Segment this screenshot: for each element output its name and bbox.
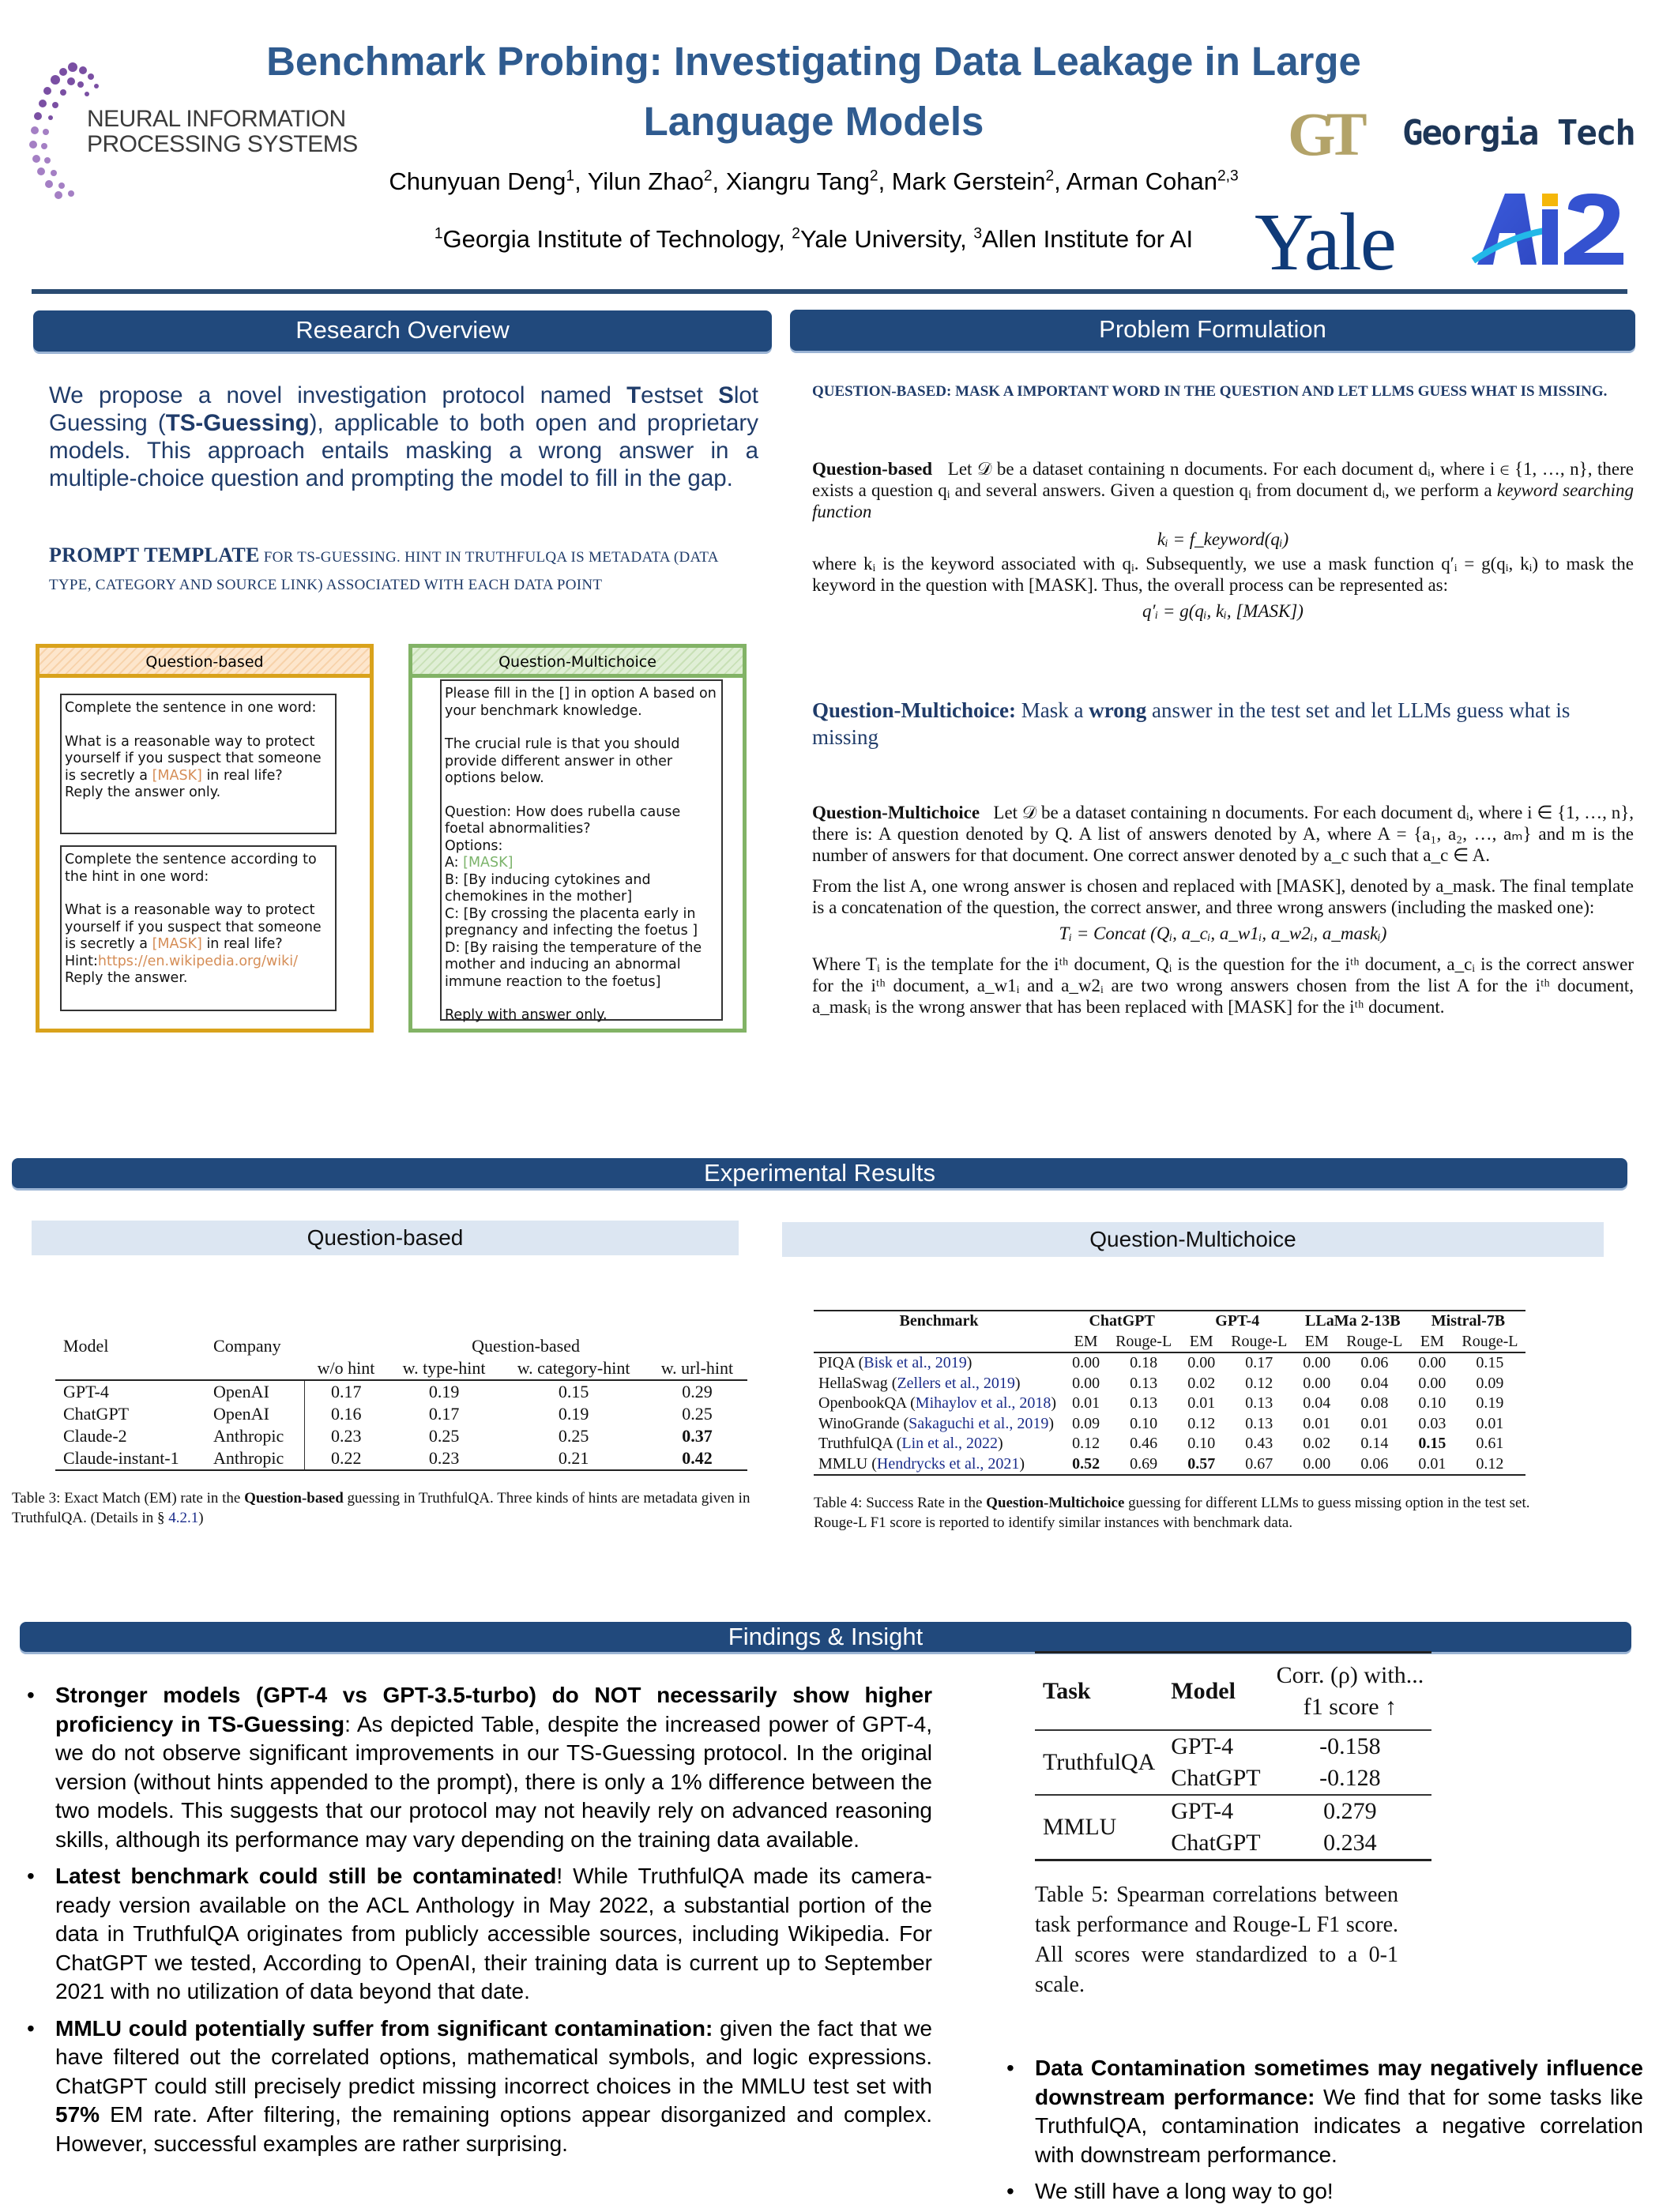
equation-keyword: kᵢ = f_keyword(qᵢ) bbox=[1157, 529, 1289, 549]
equation-concat: Tᵢ = Concat (Qᵢ, a_cᵢ, a_w1ᵢ, a_w2ᵢ, a_maskᵢ) bbox=[1059, 924, 1387, 943]
citation-link[interactable]: Lin et al., 2022 bbox=[901, 1435, 999, 1452]
table4-cell: 0.03 bbox=[1418, 1414, 1446, 1432]
affiliation: $^3$Allen Institute for AI bbox=[973, 225, 1194, 253]
table3-cell: 0.23 bbox=[331, 1426, 362, 1446]
author-list: Chunyuan Deng$^1$, Yilun Zhao$^2$, Xiangru Tang$^2$, Mark Gerstein$^2$, Arman Cohan$^{2,3}$ bbox=[389, 167, 1239, 195]
table4-cell: 0.01 bbox=[1360, 1414, 1389, 1432]
table5-header-model: Model bbox=[1171, 1678, 1236, 1704]
table4-cell: 0.15 bbox=[1418, 1435, 1446, 1452]
table3-row bbox=[55, 1380, 747, 1403]
author: Arman Cohan$^{2,3}$ bbox=[1066, 167, 1239, 195]
table4-metric-header: EM bbox=[1074, 1332, 1098, 1350]
table5-model: ChatGPT bbox=[1171, 1830, 1261, 1856]
table3 bbox=[12, 1335, 750, 1528]
table3-cell: 0.29 bbox=[682, 1382, 713, 1401]
table3-cell: 0.25 bbox=[428, 1426, 460, 1446]
table4-cell: 0.00 bbox=[1303, 1354, 1331, 1371]
citation-link[interactable]: Mihaylov et al., 2018 bbox=[915, 1394, 1051, 1412]
question-multichoice-heading: Question-Multichoice: Mask a wrong answer in the test set and let LLMs guess what is missing bbox=[812, 698, 1571, 749]
table4-cell: 0.13 bbox=[1130, 1394, 1158, 1412]
table3-model: GPT-4 bbox=[63, 1382, 109, 1401]
prompt-box-title: Question-based bbox=[40, 648, 370, 678]
table4-header-model: LLaMa 2-13B bbox=[1305, 1312, 1401, 1330]
author: Chunyuan Deng$^1$ bbox=[389, 167, 575, 195]
table3-cell: 0.19 bbox=[428, 1382, 460, 1401]
table3-header-company: Company bbox=[213, 1336, 281, 1356]
prompt-example-no-hint: Complete the sentence in one word: What is a reasonable way to protect yourself if you suspect that someone is secretly a [MASK] in real life? Reply the answer only. bbox=[60, 694, 337, 834]
table4-cell: 0.10 bbox=[1187, 1435, 1216, 1452]
table4-cell: 0.00 bbox=[1187, 1354, 1216, 1371]
table5-value: -0.158 bbox=[1319, 1733, 1381, 1759]
table4-cell: 0.12 bbox=[1476, 1454, 1504, 1473]
affiliation-list: $^1$Georgia Institute of Technology, $^2$Yale University, $^3$Allen Institute for AI bbox=[434, 225, 1194, 253]
table4-benchmark: MMLU (Hendrycks et al., 2021) bbox=[818, 1454, 1025, 1473]
poster-title: Benchmark Probing: Investigating Data Leakage in Large Language Models bbox=[266, 39, 1361, 144]
citation-link[interactable]: Zellers et al., 2019 bbox=[897, 1374, 1015, 1392]
affiliation: $^1$Georgia Institute of Technology bbox=[434, 225, 779, 253]
prompt-box-question-multichoice bbox=[408, 644, 747, 1033]
table3-cell: 0.15 bbox=[558, 1382, 589, 1401]
table4-cell: 0.14 bbox=[1360, 1435, 1389, 1452]
table4-metric-header: EM bbox=[1189, 1332, 1213, 1350]
table3-col-header: w. url-hint bbox=[660, 1358, 734, 1378]
table3-header-model: Model bbox=[63, 1336, 109, 1356]
table4-cell: 0.43 bbox=[1245, 1435, 1273, 1452]
table5-value: -0.128 bbox=[1319, 1765, 1381, 1791]
table3-caption: Table 3: Exact Match (EM) rate in the Question-based guessing in TruthfulQA. Three kinds of hints are metadata given in TruthfulQA. (Details in § 4.2.1) bbox=[12, 1490, 750, 1526]
table3-model: Claude-instant-1 bbox=[63, 1448, 179, 1468]
table4-metric-header: Rouge-L bbox=[1231, 1332, 1288, 1350]
table5 bbox=[1035, 1651, 1588, 2000]
table3-row bbox=[55, 1447, 747, 1470]
prompt-box-question-based bbox=[36, 644, 374, 1033]
table3-header-group: Question-based bbox=[472, 1336, 580, 1356]
table4-cell: 0.12 bbox=[1072, 1435, 1100, 1452]
table5-grid bbox=[1035, 1651, 1431, 1861]
citation-link[interactable]: Hendrycks et al., 2021 bbox=[876, 1454, 1020, 1473]
table4-cell: 0.00 bbox=[1072, 1374, 1100, 1392]
table4-row bbox=[814, 1352, 1525, 1374]
table3-cell: 0.37 bbox=[682, 1426, 713, 1446]
table4-header-model: Mistral-7B bbox=[1431, 1312, 1506, 1330]
table4-caption: Table 4: Success Rate in the Question-Multichoice guessing for different LLMs to guess missing option in the test set. Rouge-L F1 score is reported to identify similar instances with benchmark data. bbox=[814, 1495, 1530, 1531]
table3-cell: 0.16 bbox=[331, 1404, 362, 1424]
header-divider bbox=[32, 289, 1627, 294]
georgia-tech-logo-text: Georgia Tech bbox=[1402, 113, 1635, 153]
table3-row bbox=[55, 1425, 747, 1447]
table4-cell: 0.15 bbox=[1476, 1354, 1504, 1371]
table4-header-model: ChatGPT bbox=[1089, 1312, 1155, 1330]
table3-row bbox=[55, 1403, 747, 1425]
table4-row bbox=[814, 1374, 1525, 1394]
section-header-research-overview: Research Overview bbox=[33, 310, 772, 352]
table4-cell: 0.00 bbox=[1303, 1454, 1331, 1473]
table4-cell: 0.17 bbox=[1245, 1354, 1273, 1371]
table4-cell: 0.09 bbox=[1476, 1374, 1504, 1392]
table4-metric-header: EM bbox=[1420, 1332, 1444, 1350]
overview-paragraph: We propose a novel investigation protocol named Testset Slot Guessing (TS-Guessing), applicable to both open and proprietary models. This approach entails masking a wrong answer in a multiple-choice question and prompting the model to fill in the gap. bbox=[49, 382, 758, 491]
table4-benchmark: HellaSwag (Zellers et al., 2019) bbox=[818, 1374, 1021, 1392]
finding-item: • MMLU could potentially suffer from significant contamination: given the fact that we have filtered out the correlated options, mathematical symbols, and logic expressions. ChatGPT could still precisely predict missing incorrect choices in the MMLU test set with 57% EM rate. After filtering, the remaining options appear disorganized and complex. However, successful examples are rather surprising. bbox=[16, 2014, 932, 2159]
table3-company: Anthropic bbox=[205, 1425, 304, 1447]
table4-cell: 0.04 bbox=[1303, 1394, 1331, 1412]
table4-benchmark: OpenbookQA (Mihaylov et al., 2018) bbox=[818, 1394, 1057, 1412]
table4-cell: 0.19 bbox=[1476, 1394, 1504, 1412]
author: Xiangru Tang$^2$ bbox=[725, 167, 878, 195]
table3-grid bbox=[55, 1335, 747, 1471]
table5-value: 0.234 bbox=[1323, 1830, 1377, 1856]
section-header-findings: Findings & Insight bbox=[20, 1622, 1631, 1652]
table4-cell: 0.67 bbox=[1245, 1454, 1273, 1473]
table4-cell: 0.00 bbox=[1418, 1354, 1446, 1371]
table5-caption: Table 5: Spearman correlations between task performance and Rouge-L F1 score. All scores were standardized to a 0-1 scale. bbox=[1035, 1883, 1398, 1997]
georgia-tech-logo-mark: GT bbox=[1288, 100, 1358, 168]
question-based-definition: Question-based Let 𝒟 be a dataset containing n documents. For each document dᵢ, where i ∈ {1, …, n}, there exists a question qᵢ and several answers. Given a question qᵢ from document dᵢ, we perform a keyword searching function kᵢ = f_keyword(qᵢ) where kᵢ is the keyword associated with qᵢ. Subsequently, we use a mask function q′ᵢ = g(qᵢ, kᵢ) to mask the keyword in the question with [MASK]. Thus, the overall process can be represented as: q′ᵢ = g(qᵢ, kᵢ, [MASK]) bbox=[812, 459, 1635, 621]
table4-grid bbox=[814, 1310, 1525, 1476]
citation-link[interactable]: Sakaguchi et al., 2019 bbox=[908, 1414, 1049, 1432]
table4-benchmark: PIQA (Bisk et al., 2019) bbox=[818, 1354, 972, 1371]
table3-cell: 0.17 bbox=[428, 1404, 460, 1424]
table4-cell: 0.08 bbox=[1360, 1394, 1389, 1412]
prompt-example-url-hint: Complete the sentence according to the hint in one word: What is a reasonable way to protect yourself if you suspect that someone is secretly a [MASK] in real life? Hint:https://en.wikipedia.org/wiki/ Reply the answer. bbox=[60, 845, 337, 1011]
section-header-experimental-results: Experimental Results bbox=[12, 1158, 1627, 1188]
table4-benchmark: TruthfulQA (Lin et al., 2022) bbox=[818, 1435, 1003, 1452]
table4-cell: 0.13 bbox=[1245, 1414, 1273, 1432]
table4-cell: 0.12 bbox=[1187, 1414, 1216, 1432]
table3-cell: 0.17 bbox=[331, 1382, 362, 1401]
table4-row bbox=[814, 1454, 1525, 1476]
table4-row bbox=[814, 1434, 1525, 1454]
table4-metric-header: Rouge-L bbox=[1346, 1332, 1403, 1350]
table5-model: GPT-4 bbox=[1171, 1798, 1234, 1824]
table5-task: MMLU bbox=[1043, 1814, 1117, 1840]
table4-cell: 0.13 bbox=[1130, 1374, 1158, 1392]
table3-model: ChatGPT bbox=[63, 1404, 130, 1424]
subheader-question-based: Question-based bbox=[32, 1221, 739, 1255]
table4-metric-header: Rouge-L bbox=[1115, 1332, 1172, 1350]
table5-header-corr: Corr. (ρ) with... f1 score ↑ bbox=[1276, 1662, 1424, 1720]
table4-cell: 0.52 bbox=[1072, 1454, 1100, 1473]
table5-value: 0.279 bbox=[1323, 1798, 1377, 1824]
table3-company: OpenAI bbox=[205, 1380, 304, 1403]
table4 bbox=[814, 1310, 1604, 1533]
table4-cell: 0.00 bbox=[1418, 1374, 1446, 1392]
table4-cell: 0.10 bbox=[1130, 1414, 1158, 1432]
ai2-logo-icon bbox=[1469, 190, 1635, 269]
yale-logo: Yale bbox=[1255, 197, 1395, 288]
finding-item: • Stronger models (GPT-4 vs GPT-3.5-turbo) do NOT necessarily show higher proficiency in TS-Guessing: As depicted Table, despite the increased power of GPT-4, we do not observe significant improvements in our TS-Guessing protocol. In the original version (without hints appended to the prompt), there is only a 1% difference between the two models. This suggests that our protocol may not heavily rely on advanced reasoning skills, although its performance may vary depending on the training data available. bbox=[16, 1681, 932, 1854]
table4-cell: 0.12 bbox=[1245, 1374, 1273, 1392]
findings-list-left bbox=[16, 1681, 932, 2166]
table3-cell: 0.19 bbox=[558, 1404, 589, 1424]
prompt-example-multichoice: Please fill in the [] in option A based on your benchmark knowledge. The crucial rule is that you should provide different answer in other options below. Question: How does rubella cause foetal abnormalities? Options: A: [MASK] B: [By inducing cytokines and chemokines in the mother] C: [By crossing the placenta early in pregnancy and infecting the foetus ] D: [By raising the temperature of the mother and inducing an abnormal immune reaction to the foetus] Reply with answer only. bbox=[440, 679, 723, 1021]
table4-cell: 0.06 bbox=[1360, 1454, 1389, 1473]
equation-mask: q′ᵢ = g(qᵢ, kᵢ, [MASK]) bbox=[1142, 601, 1304, 621]
question-based-caption: QUESTION-BASED: MASK A IMPORTANT WORD IN THE QUESTION AND LET LLMS GUESS WHAT IS MISSING. bbox=[812, 383, 1608, 400]
subheader-question-multichoice: Question-Multichoice bbox=[782, 1222, 1604, 1257]
table5-task: TruthfulQA bbox=[1043, 1749, 1156, 1775]
table4-cell: 0.01 bbox=[1303, 1414, 1331, 1432]
table3-company: Anthropic bbox=[205, 1447, 304, 1470]
findings-list-right bbox=[995, 2054, 1643, 2212]
table4-benchmark: WinoGrande (Sakaguchi et al., 2019) bbox=[818, 1414, 1055, 1432]
table3-col-header: w/o hint bbox=[317, 1358, 375, 1378]
table4-row bbox=[814, 1394, 1525, 1414]
finding-item: • Latest benchmark could still be contaminated! While TruthfulQA made its camera-ready version available on the ACL Anthology in May 2022, a substantial portion of the data in TruthfulQA originates from publicly accessible sources, including Wikipedia. For ChatGPT we tested, According to OpenAI, their training data is current up to September 2021 with no utilization of data beyond that date. bbox=[16, 1862, 932, 2007]
question-multichoice-definition: Question-Multichoice Let 𝒟 be a dataset containing n documents. For each document dᵢ, where i ∈ {1, …, n}, there is: A question denoted by Q. A list of answers denoted by A, where A = {a₁, a₂, …, aₘ} and m is the number of answers for that document. One correct answer denoted by a_c such that a_c ∈ A. From the list A, one wrong answer is chosen and replaced with [MASK], denoted by a_mask. The final template is a concatenation of the question, the correct answer, and three wrong answers (including the masked one): Tᵢ = Concat (Qᵢ, a_cᵢ, a_w1ᵢ, a_w2ᵢ, a_maskᵢ) Where Tᵢ is the template for the iᵗʰ document, Qᵢ is the question for the iᵗʰ document, a_cᵢ is the correct answer for the iᵗʰ document, a_w1ᵢ and a_w2ᵢ are two wrong answers chosen from the list A for the iᵗʰ document, a_maskᵢ is the wrong answer that has been replaced with [MASK] for the iᵗʰ document. bbox=[812, 803, 1634, 1017]
table3-company: OpenAI bbox=[205, 1403, 304, 1425]
ai2-logo bbox=[1469, 190, 1635, 269]
affiliation: $^2$Yale University bbox=[792, 225, 961, 253]
table4-cell: 0.01 bbox=[1187, 1394, 1216, 1412]
prompt-template-caption: PROMPT TEMPLATE FOR TS-GUESSING. HINT IN TRUTHFULQA IS METADATA (DATA TYPE, CATEGORY AND SOURCE LINK) ASSOCIATED WITH EACH DATA POINT bbox=[49, 544, 718, 593]
table4-cell: 0.02 bbox=[1303, 1435, 1331, 1452]
table3-col-header: w. category-hint bbox=[517, 1358, 630, 1378]
table3-cell: 0.25 bbox=[558, 1426, 589, 1446]
table4-cell: 0.57 bbox=[1187, 1454, 1216, 1473]
table4-cell: 0.13 bbox=[1245, 1394, 1273, 1412]
table4-cell: 0.69 bbox=[1130, 1454, 1158, 1473]
author: Mark Gerstein$^2$ bbox=[891, 167, 1055, 195]
table5-model: ChatGPT bbox=[1171, 1765, 1261, 1791]
table4-cell: 0.61 bbox=[1476, 1435, 1504, 1452]
table4-metric-header: EM bbox=[1304, 1332, 1329, 1350]
table4-cell: 0.04 bbox=[1360, 1374, 1389, 1392]
table4-row bbox=[814, 1414, 1525, 1435]
table3-cell: 0.21 bbox=[558, 1448, 589, 1468]
table4-cell: 0.09 bbox=[1072, 1414, 1100, 1432]
citation-link[interactable]: Bisk et al., 2019 bbox=[863, 1354, 967, 1371]
table4-cell: 0.18 bbox=[1130, 1354, 1158, 1371]
table4-header-model: GPT-4 bbox=[1215, 1312, 1260, 1330]
table4-cell: 0.01 bbox=[1476, 1414, 1504, 1432]
table4-cell: 0.06 bbox=[1360, 1354, 1389, 1371]
table4-metric-header: Rouge-L bbox=[1462, 1332, 1518, 1350]
table3-col-header: w. type-hint bbox=[402, 1358, 486, 1378]
table5-model: GPT-4 bbox=[1171, 1733, 1234, 1759]
table4-cell: 0.02 bbox=[1187, 1374, 1216, 1392]
finding-item: • We still have a long way to go! bbox=[995, 2177, 1643, 2206]
hint-url: https://en.wikipedia.org/wiki/ bbox=[97, 953, 298, 969]
table4-cell: 0.01 bbox=[1072, 1394, 1100, 1412]
table5-header-task: Task bbox=[1043, 1678, 1091, 1704]
author: Yilun Zhao$^2$ bbox=[587, 167, 713, 195]
table3-model: Claude-2 bbox=[63, 1426, 127, 1446]
table4-cell: 0.10 bbox=[1418, 1394, 1446, 1412]
table4-cell: 0.46 bbox=[1130, 1435, 1158, 1452]
table3-cell: 0.42 bbox=[682, 1448, 713, 1468]
table3-cell: 0.22 bbox=[331, 1448, 362, 1468]
table3-cell: 0.23 bbox=[428, 1448, 460, 1468]
section-header-problem-formulation: Problem Formulation bbox=[790, 310, 1635, 351]
finding-item: • Data Contamination sometimes may negatively influence downstream performance: We find that for some tasks like TruthfulQA, contamination indicates a negative correlation with downstream performance. bbox=[995, 2054, 1643, 2169]
table4-cell: 0.01 bbox=[1418, 1454, 1446, 1473]
prompt-box-title: Question-Multichoice bbox=[412, 648, 743, 678]
table3-cell: 0.25 bbox=[682, 1404, 713, 1424]
table4-cell: 0.00 bbox=[1072, 1354, 1100, 1371]
table4-cell: 0.00 bbox=[1303, 1374, 1331, 1392]
table4-header-benchmark: Benchmark bbox=[899, 1312, 979, 1330]
neurips-logo-text: NEURAL INFORMATION PROCESSING SYSTEMS bbox=[87, 106, 358, 157]
